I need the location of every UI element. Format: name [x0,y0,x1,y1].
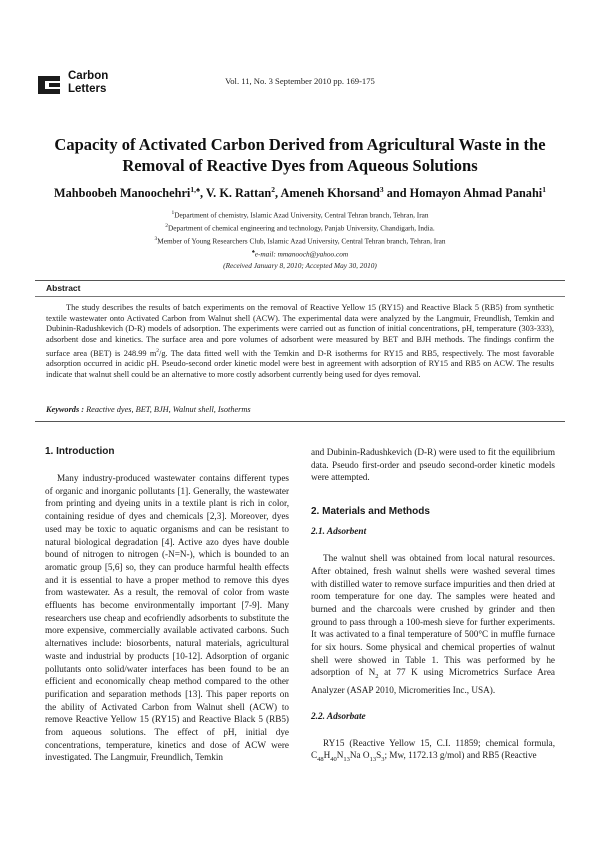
received-dates: (Received January 8, 2010; Accepted May 30, 2010) [223,260,377,270]
paragraph-text: RY15 (Reactive Yellow 15, C.I. 11859; chemical formula, C [311,737,555,761]
subscript: 48 [317,756,324,764]
formula-text: Na O [349,750,370,761]
author-sep: , [275,186,281,201]
affiliation-text: Member of Young Researchers Club, Islamic Azad University, Central Tehran branch, Tehran, Iran [157,236,446,246]
subscript: 13 [369,756,377,764]
author-3: Ameneh Khorsand [280,186,380,201]
paragraph-text: The walnut shell was obtained from local natural resources. After obtained, fresh walnut shells were washed several times with distilled water to remove surface impurities and then dried at room temperature for one day. The samples were heated and burned and the charcoals were crushed by grinder and then ground to pass through a 100-mesh sieve for further experiments. It was activated to a final temperature of 500°C in muffle furnace for six hours. Some physical and chemical properties of walnut shell were showed in Table 1. This was performed by he adsorption of N [311,553,555,678]
affiliation-text: Department of chemical engineering and technology, Panjab University, Chandigarh, India. [168,223,435,233]
author-sep: , [199,186,206,201]
author-4-affil: 1 [542,185,546,194]
abstract-heading: Abstract [35,281,565,297]
subscript: 40 [330,756,337,764]
affiliation-2 [0,221,600,234]
author-4: Homayon Ahmad Panahi [409,186,543,201]
abstract-text-part: The study describes the results of batch experiments on the removal of Reactive Yellow 15 (RY15) and Reactive Black 5 (RB5) from synthetic textile wastewater onto Activated Carbon from Walnut shell (ACW). The experimental data were analyzed by the Langmuir, Freundlish, Temkin and Dubinin-Radushkevich (D-R) models of adsorption. The experiments were carried out as function of initial concentrations, pH, temperature (303-333), adsorbent dose and kinetics. The surface area and pore volumes of adsorbent were measured by BET and BJH methods. The findings confirm the surface area (BET) is 248.99 m [46,303,554,358]
formula-text: N [336,750,344,761]
paper-title [40,134,560,176]
subscript: 2 [375,673,379,681]
author-1: Mahboobeh Manoochehri [54,186,191,201]
author-2-affil: 2 [271,185,275,194]
left-column [45,446,289,764]
paragraph-text: at 77 K using Micrometrics Surface Area Analyzer (ASAP 2010, Micromerities Inc., USA). [311,667,555,695]
affiliation-3 [0,234,600,247]
title-line-1: Capacity of Activated Carbon Derived from Agricultural Waste in the [54,135,546,154]
affiliation-sup: 1 [171,210,175,216]
logo-line-1: Carbon [68,70,109,82]
affiliation-sup: 2 [165,222,168,229]
email-label: e-mail: [254,249,278,259]
spade-icon: ♠ [251,248,255,255]
abstract-text [46,303,554,381]
author-sep: and [383,186,410,201]
section-heading-methods: 2. Materials and Methods [311,506,430,518]
keywords-text: Reactive dyes, BET, BJH, Walnut shell, Isotherms [86,405,251,414]
subsection-heading-adsorbent: 2.1. Adsorbent [311,527,367,538]
intro-paragraph: Many industry-produced wastewater contains different types of organic and inorganic pollutants [1]. Generally, the wastewater from printing and dyeing units in a textile plant is rich in color, containing residue of dyes and chemicals [2,3]. Moreover, dyes used may be toxic to aquatic organisms and can be resistant to natural biological degradation [4]. Active azo dyes have double bound of nitrogen to nitrogen (-N=N-), which is bounded to an aromatic group [5,6] so, they can produce harmful health effects and it is essential to have a proper method to remove this dyes from wastewater. As a result, the removal of color from waste effluents has become environmentally important [7-9]. Many researchers use cheap and ecofriendly adsorbents to substitute the more expensive, commercially available activated carbons. Such alternatives include: biosorbents, natural materials, agricultural waste and industrial by products [10-12]. Adsorption of organic pollutants onto solid/water interfaces has been found to be an efficient and economically cheap method compared to the other purification and separation methods [13]. This paper reports on the ability of Activated Carbon from Walnut shell (ACW) to remove Reactive Yellow 15 (RY15) and Reactive Black 5 (RB5) from aqueous solutions. The effect of pH, initial dye concentrations, temperature, kinetics and dose of ACW were investigated. The Langmuir, Freundlich, Temkin [45,473,289,763]
abstract-text-part: /g. The data fitted well with the Temkin and D-R isotherms for RY15 and RB5, respectively. The most favorable adsorption occurred in acidic pH. Pseudo-second order kinetic model were best in agreement with adsorption of RY15 and RB5 on ACW. The results indicate that walnut shell could be an alternative to more costly adsorbent currently being used for dyes removal. [46,348,554,379]
author-2: V. K. Rattan [205,186,272,201]
keywords [46,405,251,414]
affiliation-1 [0,208,600,221]
section-heading-introduction: 1. Introduction [45,446,115,457]
author-list [20,185,580,201]
intro-continued-paragraph: and Dubinin-Radushkevich (D-R) were used to fit the equilibrium data. Pseudo first-order and pseudo second-order kinetic models were attempted. [311,447,555,483]
adsorbate-paragraph [311,737,555,767]
right-column [311,446,555,767]
subsection-heading-adsorbate: 2.2. Adsorbate [311,711,366,722]
corresponding-email [0,247,600,260]
author-1-affil: 1,♠ [190,185,200,194]
affiliation-sup: 3 [154,235,158,242]
abstract-box [35,280,565,422]
subscript: 13 [343,756,350,764]
logo-line-2: Letters [68,83,107,95]
formula-text: S [376,750,382,761]
author-3-affil: 3 [379,185,384,194]
affiliation-text: Department of chemistry, Islamic Azad University, Central Tehran branch, Tehran, Iran [174,210,429,220]
journal-info: Vol. 11, No. 3 September 2010 pp. 169-175 [225,76,375,86]
keywords-label: Keywords : [46,405,87,414]
abstract-superscript: 2 [156,347,160,354]
title-line-2: Removal of Reactive Dyes from Aqueous Solutions [122,156,478,175]
subscript: 3 [381,756,385,764]
formula-text: H [323,750,331,761]
paragraph-text: ; Mw, 1172.13 g/mol) and RB5 (Reactive [384,750,537,761]
affiliations [0,208,600,271]
adsorbent-paragraph [311,552,555,697]
email-link[interactable]: mmanooch@yahoo.com [277,249,349,259]
